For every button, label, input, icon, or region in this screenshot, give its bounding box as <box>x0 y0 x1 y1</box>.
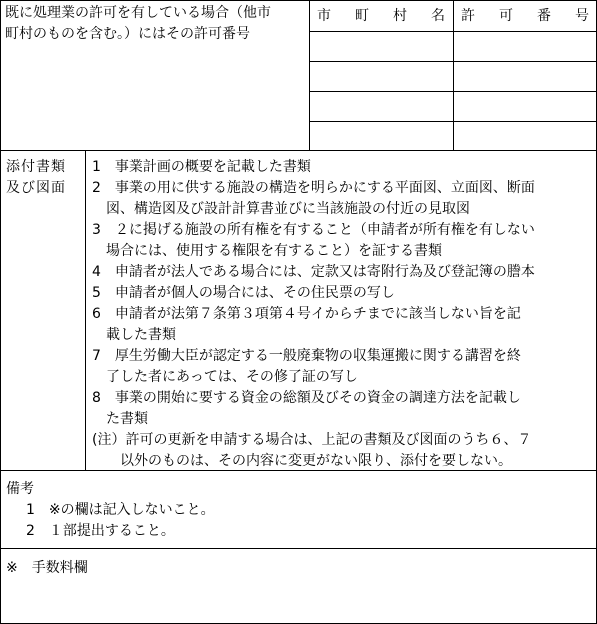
remark-item: 2 １部提出すること。 <box>26 523 175 539</box>
attachment-note-line: 以外のものは、その内容に変更がない限り、添付を要しない。 <box>92 453 512 469</box>
attachment-line: 8 事業の開始に要する資金の総額及びその資金の調達方法を記載し <box>92 390 521 406</box>
fee-field-label: ※ 手数料欄 <box>6 560 88 576</box>
attachment-line: 了した者にあっては、その修了証の写し <box>92 369 358 385</box>
municipality-cell-3[interactable] <box>310 92 453 121</box>
municipality-cell-4[interactable] <box>310 122 453 150</box>
attachment-line: 7 厚生労働大臣が認定する一般廃棄物の収集運搬に関する講習を終 <box>92 348 521 364</box>
permit-label-line-2: 町村のものを含む。）にはその許可番号 <box>5 26 250 42</box>
border-left <box>0 0 1 624</box>
permit-number-cell-4[interactable] <box>454 122 596 150</box>
attachment-line: 1 事業計画の概要を記載した書類 <box>92 159 311 175</box>
attachment-line: 2 事業の用に供する施設の構造を明らかにする平面図、立面図、断面 <box>92 180 535 196</box>
permit-number-char: 号 <box>575 8 589 24</box>
attachment-line: 載した書類 <box>92 327 176 343</box>
remarks-title: 備考 <box>6 481 34 497</box>
attachments-label-line-1: 添付書類 <box>6 159 66 175</box>
remark-item: 1 ※の欄は記入しないこと。 <box>26 502 215 518</box>
municipality-cell-1[interactable] <box>310 32 453 61</box>
attachment-note-line: (注）許可の更新を申請する場合は、上記の書類及び図面のうち６、７ <box>92 432 532 448</box>
border-top <box>0 0 597 1</box>
municipality-char: 市 <box>317 8 331 24</box>
municipality-char: 名 <box>431 8 445 24</box>
permit-number-char: 許 <box>461 8 475 24</box>
permit-number-cell-1[interactable] <box>454 32 596 61</box>
attachment-line: 5 申請者が個人の場合には、その住民票の写し <box>92 285 395 301</box>
attachments-label-divider <box>85 150 86 470</box>
fee-field-area[interactable] <box>1 580 596 622</box>
attachment-line: 場合には、使用する権限を有すること）を証する書類 <box>92 243 442 259</box>
permit-number-cell-3[interactable] <box>454 92 596 121</box>
divider-permit-bottom <box>0 150 597 151</box>
municipality-cell-2[interactable] <box>310 62 453 91</box>
attachment-line: た書類 <box>92 411 148 427</box>
attachment-line: 4 申請者が法人である場合には、定款又は寄附行為及び登記簿の謄本 <box>92 264 535 280</box>
divider-remarks-bottom <box>0 548 597 549</box>
column-header-permit-number <box>461 6 589 27</box>
attachment-line: 3 ２に掲げる施設の所有権を有すること（申請者が所有権を有しない <box>92 222 535 238</box>
permit-number-cell-2[interactable] <box>454 62 596 91</box>
permit-number-char: 番 <box>537 8 551 24</box>
column-header-municipality <box>317 6 445 27</box>
attachments-label-line-2: 及び図面 <box>6 180 66 196</box>
municipality-char: 村 <box>393 8 407 24</box>
attachment-line: 6 申請者が法第７条第３項第４号イからチまでに該当しない旨を記 <box>92 306 521 322</box>
permit-label-line-1: 既に処理業の許可を有している場合（他市 <box>5 5 271 21</box>
municipality-char: 町 <box>355 8 369 24</box>
permit-number-char: 可 <box>499 8 513 24</box>
attachment-line: 図、構造図及び設計計算書並びに当該施設の付近の見取図 <box>92 201 470 217</box>
